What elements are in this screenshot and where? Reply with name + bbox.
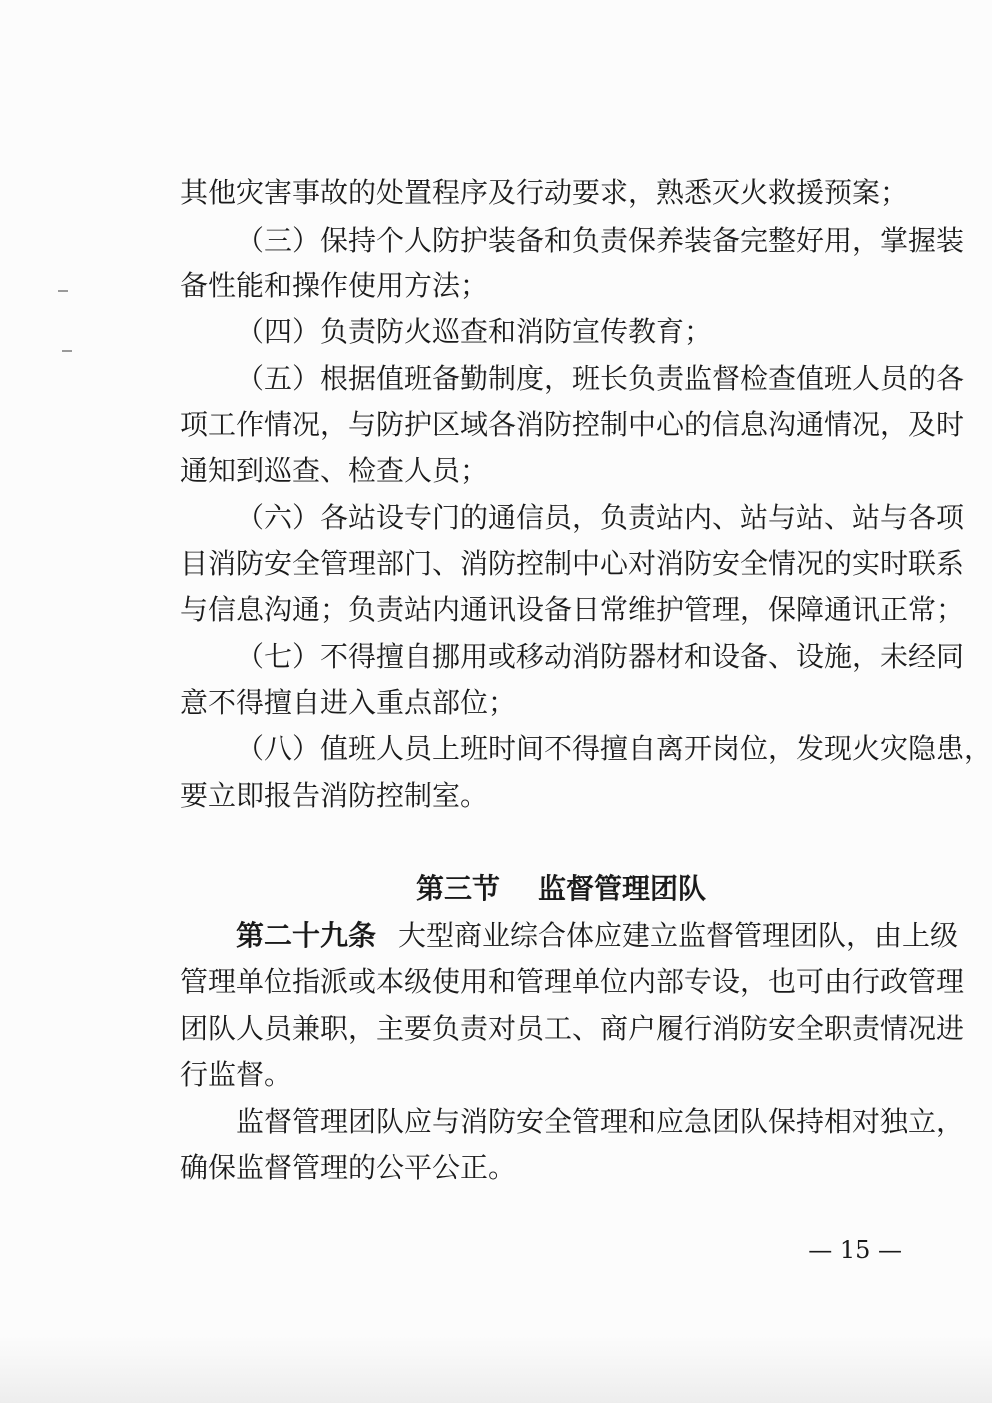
section-title: 监督管理团队 bbox=[538, 872, 707, 905]
body-line: 行监督。 bbox=[180, 1058, 293, 1091]
article-text: 大型商业综合体应建立监督管理团队，由上级 bbox=[398, 919, 959, 952]
body-line: （三）保持个人防护装备和负责保养装备完整好用，掌握装 bbox=[236, 224, 965, 257]
body-line: （七）不得擅自挪用或移动消防器材和设备、设施，未经同 bbox=[236, 640, 965, 673]
body-line: （五）根据值班备勤制度，班长负责监督检查值班人员的各 bbox=[236, 362, 965, 395]
body-line: 目消防安全管理部门、消防控制中心对消防安全情况的实时联系 bbox=[180, 547, 965, 580]
body-line: （六）各站设专门的通信员，负责站内、站与站、站与各项 bbox=[236, 501, 965, 534]
section-number: 第三节 bbox=[415, 872, 500, 905]
body-line: 监督管理团队应与消防安全管理和应急团队保持相对独立， bbox=[236, 1105, 965, 1138]
body-line: 备性能和操作使用方法； bbox=[180, 269, 489, 302]
body-line: （八）值班人员上班时间不得擅自离开岗位，发现火灾隐患， bbox=[236, 732, 992, 765]
article-label: 第二十九条 bbox=[236, 919, 377, 952]
body-line: 项工作情况，与防护区域各消防控制中心的信息沟通情况，及时 bbox=[180, 408, 965, 441]
body-line: 确保监督管理的公平公正。 bbox=[180, 1151, 517, 1184]
body-line: 要立即报告消防控制室。 bbox=[180, 779, 489, 812]
body-line: （四）负责防火巡查和消防宣传教育； bbox=[236, 315, 713, 348]
page-number: — 15 — bbox=[808, 1236, 902, 1264]
scan-artifact bbox=[62, 350, 72, 352]
section-heading bbox=[0, 874, 992, 904]
scan-shadow bbox=[0, 1335, 992, 1403]
article-first-line bbox=[236, 919, 959, 955]
body-line: 与信息沟通；负责站内通讯设备日常维护管理，保障通讯正常； bbox=[180, 593, 965, 626]
body-line: 团队人员兼职，主要负责对员工、商户履行消防安全职责情况进 bbox=[180, 1012, 965, 1045]
scan-artifact bbox=[58, 290, 68, 292]
body-line: 其他灾害事故的处置程序及行动要求，熟悉灭火救援预案； bbox=[180, 176, 909, 209]
body-line: 意不得擅自进入重点部位； bbox=[180, 686, 517, 719]
body-line: 管理单位指派或本级使用和管理单位内部专设，也可由行政管理 bbox=[180, 965, 965, 998]
body-line: 通知到巡查、检查人员； bbox=[180, 454, 489, 487]
